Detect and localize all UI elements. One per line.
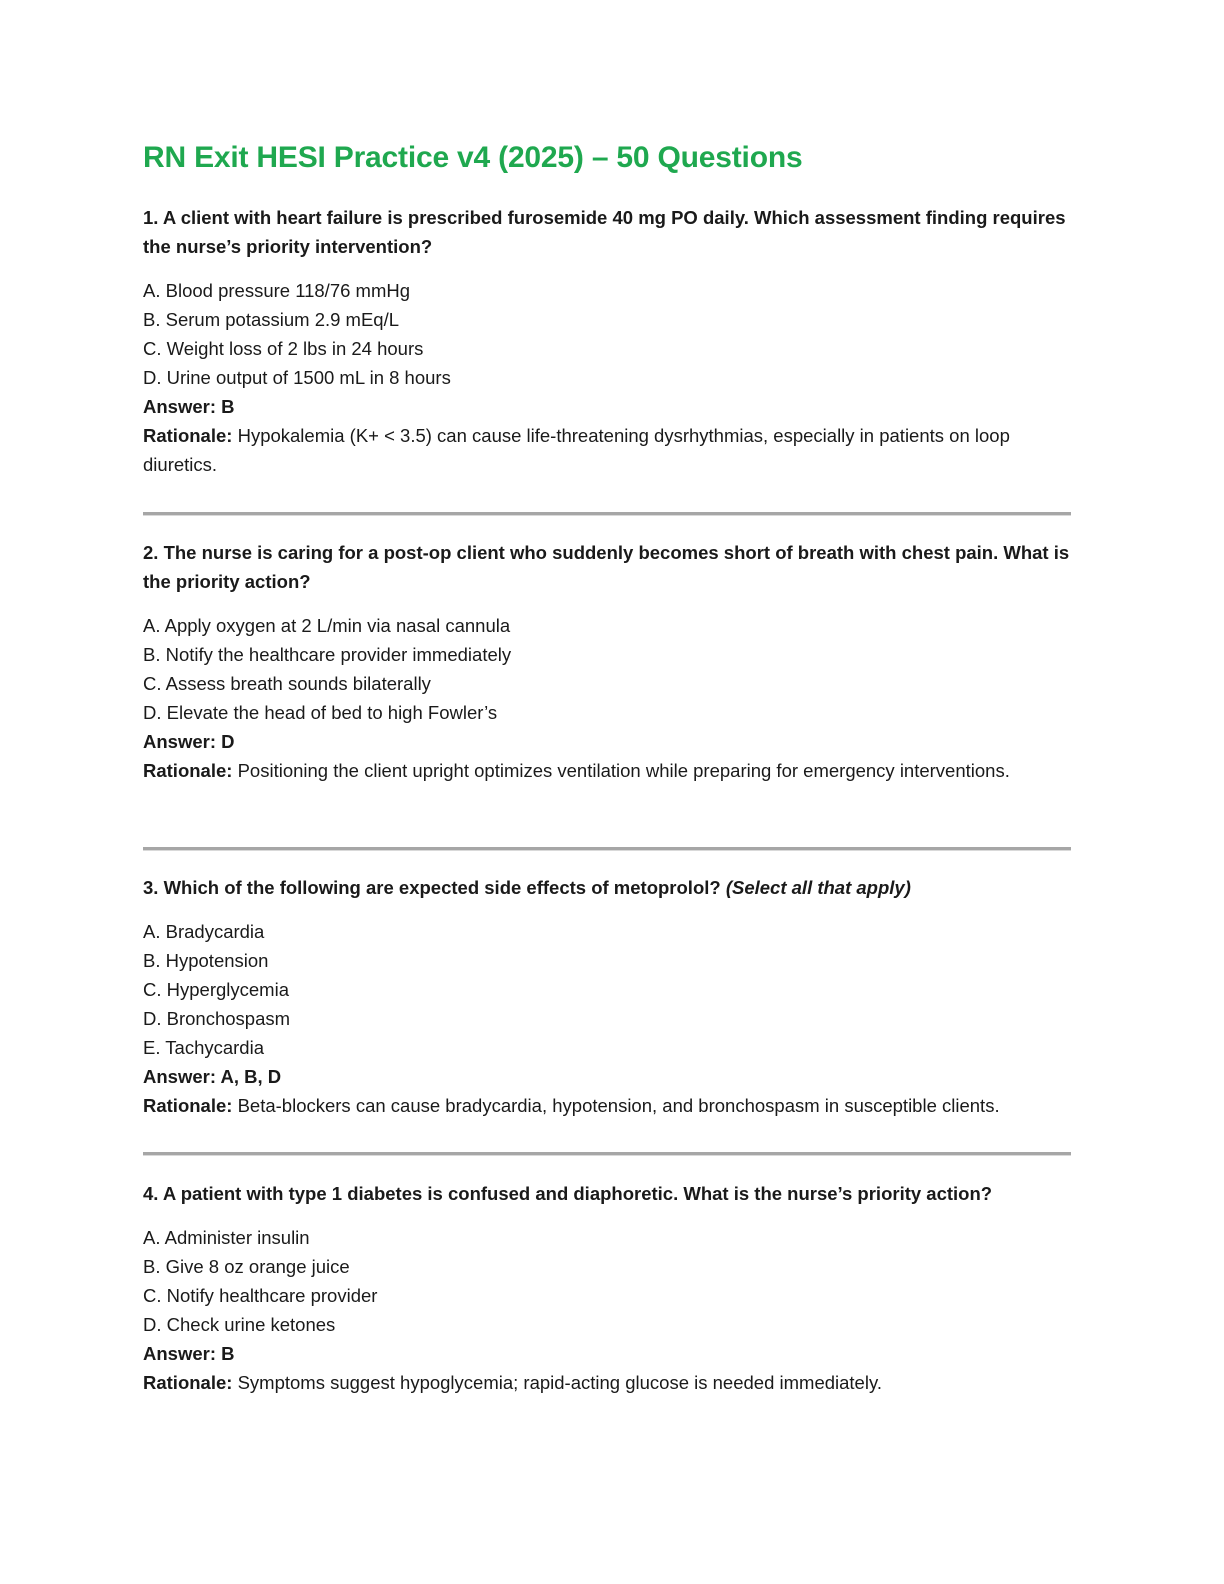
- rationale-label: Rationale:: [143, 1372, 238, 1393]
- rationale-text: Hypokalemia (K+ < 3.5) can cause life-threatening dysrhythmias, especially in patients on loop diuretics.: [143, 425, 1010, 475]
- rationale: [143, 421, 1073, 479]
- answer-value: D: [221, 731, 235, 752]
- option-c: C. Weight loss of 2 lbs in 24 hours: [143, 338, 424, 359]
- question-3: [143, 873, 1073, 1120]
- section-divider: [143, 847, 1071, 851]
- rationale-text: Positioning the client upright optimizes ventilation while preparing for emergency interventions.: [237, 760, 1010, 781]
- rationale-label: Rationale:: [143, 1095, 238, 1116]
- answer-label: Answer:: [143, 396, 222, 417]
- option-d: D. Bronchospasm: [143, 1008, 291, 1029]
- question-text: 2. The nurse is caring for a post-op client who suddenly becomes short of breath with chest pain. What is the priority action?: [143, 542, 1070, 592]
- option-a: A. Blood pressure 118/76 mmHg: [143, 280, 411, 301]
- option-d: D. Check urine ketones: [143, 1314, 336, 1335]
- options-list: [143, 276, 1073, 392]
- question-text: 3. Which of the following are expected side effects of metoprolol?: [143, 877, 726, 898]
- question-stem: [143, 873, 1073, 902]
- options-list: [143, 917, 1073, 1062]
- answer-label: Answer:: [143, 1343, 222, 1364]
- option-c: C. Notify healthcare provider: [143, 1285, 378, 1306]
- option-b: B. Serum potassium 2.9 mEq/L: [143, 309, 400, 330]
- question-stem: [143, 1179, 1073, 1208]
- answer: [143, 727, 1073, 756]
- option-d: D. Elevate the head of bed to high Fowler’s: [143, 702, 498, 723]
- rationale: [143, 1368, 1073, 1397]
- document-title: RN Exit HESI Practice v4 (2025) – 50 Questions: [143, 141, 803, 174]
- answer-label: Answer:: [143, 1066, 221, 1087]
- option-b: B. Hypotension: [143, 950, 269, 971]
- section-divider: [143, 1152, 1071, 1156]
- option-b: B. Notify the healthcare provider immediately: [143, 644, 512, 665]
- question-2: [143, 538, 1073, 785]
- answer-value: B: [221, 396, 235, 417]
- question-text: 1. A client with heart failure is prescribed furosemide 40 mg PO daily. Which assessment finding requires the nurse’s priority intervention?: [143, 207, 1066, 257]
- answer: [143, 392, 1073, 421]
- option-a: A. Bradycardia: [143, 921, 265, 942]
- rationale-label: Rationale:: [143, 760, 238, 781]
- section-divider: [143, 512, 1071, 516]
- question-stem: [143, 203, 1073, 261]
- options-list: [143, 1223, 1073, 1339]
- options-list: [143, 611, 1073, 727]
- question-4: [143, 1179, 1073, 1397]
- answer-value: B: [221, 1343, 235, 1364]
- option-c: C. Hyperglycemia: [143, 979, 289, 1000]
- question-note: (Select all that apply): [725, 877, 911, 898]
- answer: [143, 1339, 1073, 1368]
- rationale-text: Beta-blockers can cause bradycardia, hypotension, and bronchospasm in susceptible clients.: [237, 1095, 1000, 1116]
- answer: [143, 1062, 1073, 1091]
- question-1: [143, 203, 1073, 479]
- rationale-text: Symptoms suggest hypoglycemia; rapid-acting glucose is needed immediately.: [237, 1372, 882, 1393]
- option-b: B. Give 8 oz orange juice: [143, 1256, 350, 1277]
- question-text: 4. A patient with type 1 diabetes is confused and diaphoretic. What is the nurse’s priority action?: [143, 1183, 993, 1204]
- option-a: A. Administer insulin: [143, 1227, 310, 1248]
- answer-value: A, B, D: [220, 1066, 282, 1087]
- rationale: [143, 756, 1073, 785]
- option-e: E. Tachycardia: [143, 1037, 264, 1058]
- rationale-label: Rationale:: [143, 425, 238, 446]
- option-c: C. Assess breath sounds bilaterally: [143, 673, 431, 694]
- rationale: [143, 1091, 1073, 1120]
- option-d: D. Urine output of 1500 mL in 8 hours: [143, 367, 451, 388]
- question-stem: [143, 538, 1073, 596]
- answer-label: Answer:: [143, 731, 222, 752]
- option-a: A. Apply oxygen at 2 L/min via nasal cannula: [143, 615, 511, 636]
